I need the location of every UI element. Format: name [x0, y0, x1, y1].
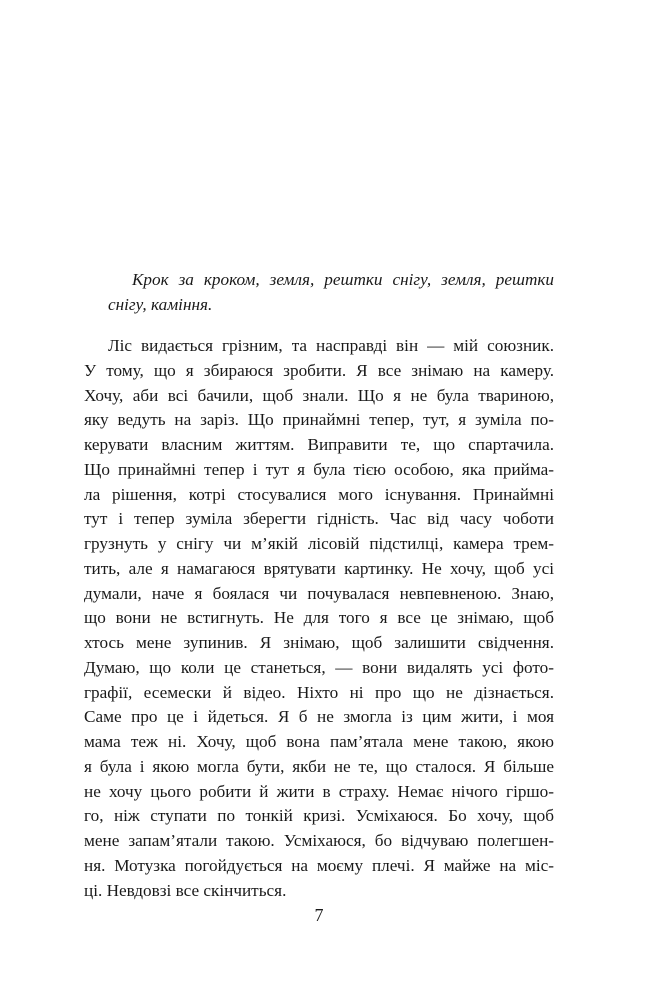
paragraph-line: У тому, що я збираюся зробити. Я все знімаю на камеру.: [84, 360, 554, 380]
paragraph-line: не хочу цього робити й жити в страху. Немає нічого гіршо-: [84, 781, 554, 801]
paragraph-line: ня. Мотузка погойдується на моєму плечі. Я майже на міс-: [84, 855, 554, 875]
paragraph-line: Що принаймні тепер і тут я була тією особою, яка прийма-: [84, 459, 554, 479]
paragraph-line: хтось мене зупинив. Я знімаю, щоб залишити свідчення.: [84, 633, 554, 652]
paragraph-line: Хочу, аби всі бачили, щоб знали. Що я не була твариною,: [84, 385, 554, 405]
epigraph-line: снігу, каміння.: [108, 294, 213, 314]
paragraph-line: графії, есемески й відео. Ніхто ні про що не дізнається.: [84, 682, 554, 702]
paragraph-line: ці. Невдовзі все скінчиться.: [84, 880, 287, 900]
paragraph-line: я була і якою могла бути, якби не те, що сталося. Я більше: [84, 756, 554, 776]
paragraph-line: думали, наче я боялася чи почувалася невпевненою. Знаю,: [84, 583, 554, 603]
book-page: [84, 0, 554, 992]
paragraph-line: що вони не встигнуть. Не для того я все це знімаю, щоб: [84, 608, 554, 628]
paragraph-line: мама теж ні. Хочу, щоб вона пам’ятала мене такою, якою: [84, 732, 554, 751]
paragraph-line: тить, але я намагаюся врятувати картинку. Не хочу, щоб усі: [84, 558, 554, 578]
paragraph-line: грузнуть у снігу чи м’якій лісовій підстилці, камера трем-: [84, 534, 554, 553]
body-paragraph: [84, 334, 554, 903]
paragraph-line: керувати власним життям. Виправити те, що спартачила.: [84, 435, 554, 454]
page-number: 7: [314, 905, 324, 925]
paragraph-line: ла рішення, котрі стосувалися мого існування. Принаймні: [84, 484, 554, 504]
paragraph-line: яку ведуть на заріз. Що принаймні тепер, тут, я зуміла по-: [84, 410, 554, 430]
paragraph-line: тут і тепер зуміла зберегти гідність. Час від часу чоботи: [84, 509, 554, 529]
paragraph-line: Саме про це і йдеться. Я б не змогла із цим жити, і моя: [84, 707, 554, 727]
paragraph-line: Ліс видається грізним, та насправді він — мій союзник.: [108, 336, 554, 355]
paragraph-line: Думаю, що коли це станеться, — вони видалять усі фото-: [84, 657, 554, 677]
paragraph-line: мене запам’ятали такою. Усміхаюся, бо відчуваю полегшен-: [84, 831, 554, 850]
paragraph-line: го, ніж ступати по тонкій кризі. Усміхаюся. Бо хочу, щоб: [84, 806, 554, 826]
epigraph: [84, 268, 554, 317]
epigraph-line: Крок за кроком, земля, рештки снігу, земля, рештки: [132, 270, 554, 289]
